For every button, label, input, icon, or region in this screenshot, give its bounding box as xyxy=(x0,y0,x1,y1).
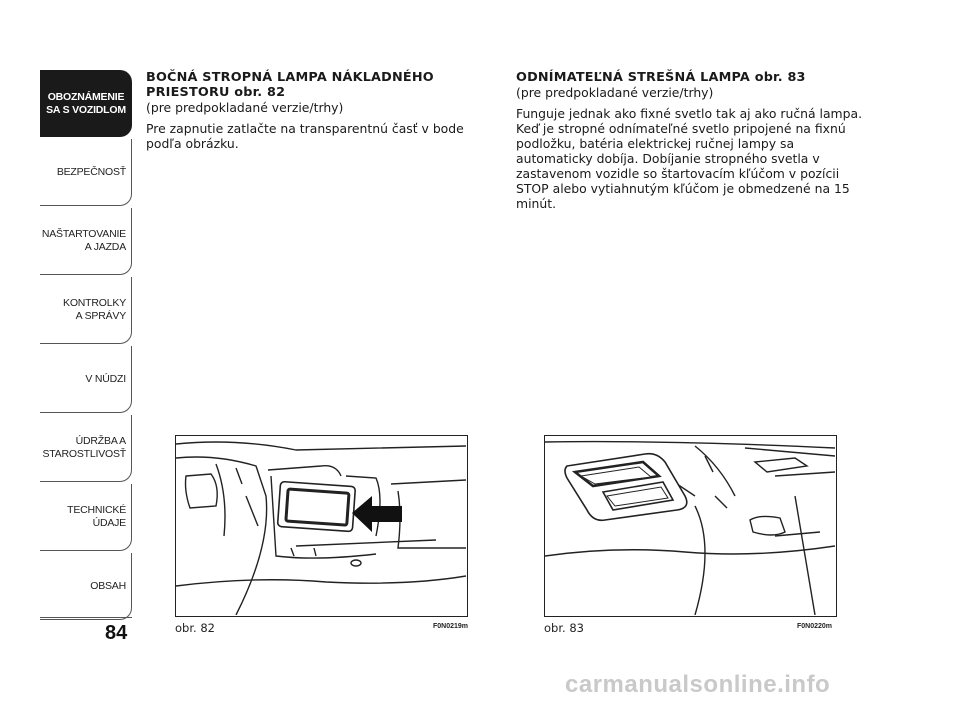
tab-nastartovanie[interactable]: NAŠTARTOVANIE A JAZDA xyxy=(40,208,132,275)
section-subtitle: (pre predpokladané verzie/trhy) xyxy=(516,85,714,100)
figure-82-caption: obr. 82 xyxy=(175,621,215,635)
lamp-housing xyxy=(565,454,687,521)
figure-ref: obr. 83 xyxy=(754,70,806,85)
section-subtitle: (pre predpokladané verzie/trhy) xyxy=(146,100,344,115)
chapter-tabs xyxy=(40,70,132,622)
section-body: Funguje jednak ako fixné svetlo tak aj ako ručná lampa. Keď je stropné odnímateľné svetlo pripojené na fixnú podložku, batéria elektrickej ručnej lampy sa automaticky dobíja. Dobíjanie stropného svetla v zastavenom vozidle so štartovacím kľúčom v pozícii STOP alebo vytiahnutým kľúčom je obmedzené na 15 minút. xyxy=(516,106,863,211)
tab-kontrolky[interactable]: KONTROLKY A SPRÁVY xyxy=(40,277,132,344)
figure-ref: obr. 82 xyxy=(234,85,286,100)
page-number: 84 xyxy=(105,622,128,644)
tab-obsah[interactable]: OBSAH xyxy=(40,553,132,620)
section-side-lamp xyxy=(146,70,476,151)
heading-text: ODNÍMATEĽNÁ STREŠNÁ LAMPA xyxy=(516,70,751,85)
tab-udrzba[interactable]: ÚDRŽBA A STAROSTLIVOSŤ xyxy=(40,415,132,482)
tab-v-nudzi[interactable]: V NÚDZI xyxy=(40,346,132,413)
side-lamp-illustration xyxy=(176,436,466,615)
section-body: Pre zapnutie zatlačte na transparentnú časť v bode podľa obrázku. xyxy=(146,121,464,151)
figure-82-code: F0N0219m xyxy=(433,623,469,630)
page-rule xyxy=(40,617,132,618)
tab-technicke-udaje[interactable]: TECHNICKÉ ÚDAJE xyxy=(40,484,132,551)
tab-oboznamenie[interactable]: OBOZNÁMENIE SA S VOZIDLOM xyxy=(40,70,132,137)
section-removable-lamp xyxy=(516,70,866,211)
figure-83-removable-lamp xyxy=(544,435,837,617)
site-watermark: carmanualsonline.info xyxy=(565,671,831,698)
figure-83-code: F0N0220m xyxy=(797,623,833,630)
removable-lamp-illustration xyxy=(545,436,835,615)
section-heading xyxy=(516,70,866,85)
lamp-lens xyxy=(277,481,355,531)
heading-text: BOČNÁ STROPNÁ LAMPA NÁKLADNÉHO PRIESTORU xyxy=(146,70,434,100)
section-heading xyxy=(146,70,476,100)
figure-82-side-lamp xyxy=(175,435,468,617)
figure-83-caption: obr. 83 xyxy=(544,621,584,635)
tab-bezpecnost[interactable]: BEZPEČNOSŤ xyxy=(40,139,132,206)
